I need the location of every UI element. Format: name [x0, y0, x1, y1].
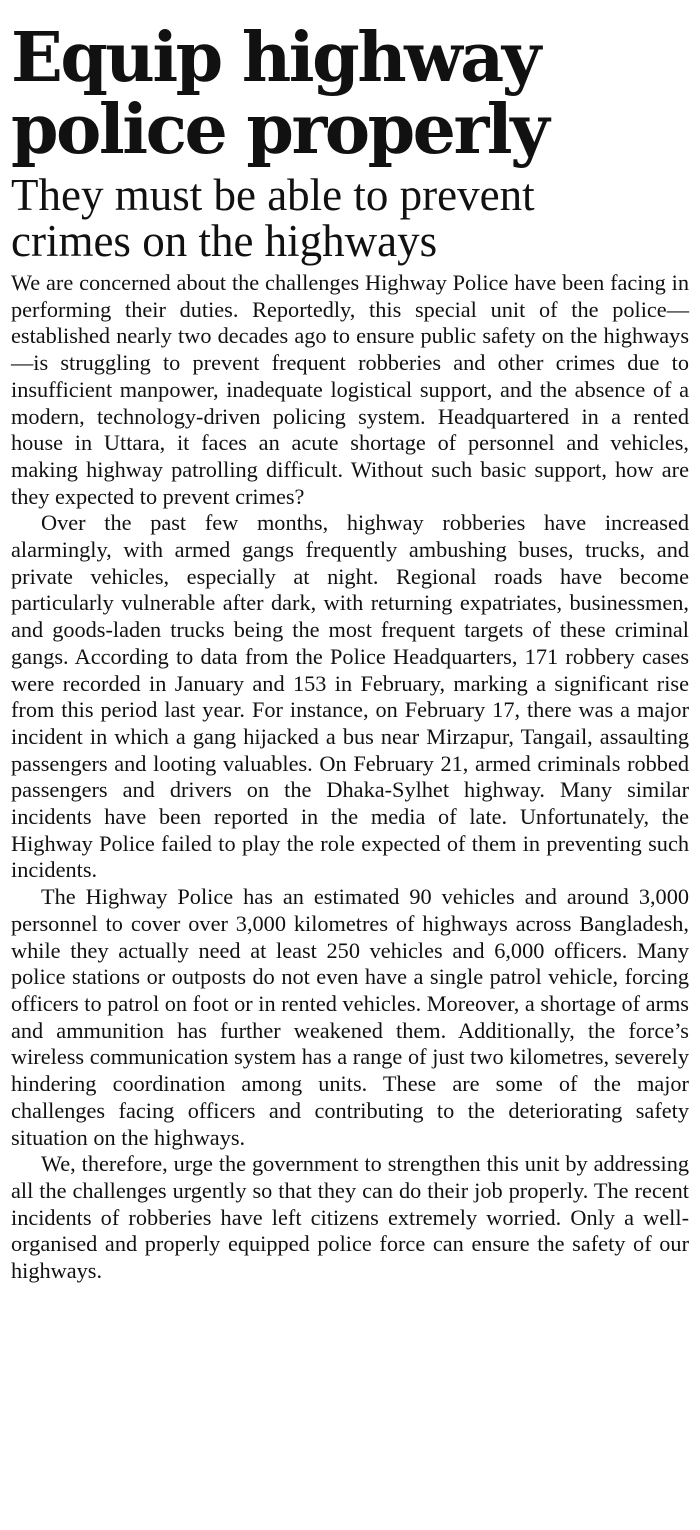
paragraph-2: Over the past few months, highway robberies have increased alarmingly, with armed gangs frequently ambushing buses, trucks, and private vehicles, especially at night. Regional roads have become particularly vulnerable after dark, with returning expatriates, businessmen, and goods-laden trucks being the most frequent targets of these criminal gangs. According to data from the Police Headquarters, 171 robbery cases were recorded in January and 153 in February, marking a significant rise from this period last year. For instance, on February 17, there was a major incident in which a gang hijacked a bus near Mirzapur, Tangail, assaulting passengers and looting valuables. On February 21, armed criminals robbed passengers and drivers on the Dhaka-Sylhet highway. Many similar incidents have been reported in the media of late. Unfortunately, the Highway Police failed to play the role expected of them in preventing such incidents. [11, 510, 689, 883]
headline [11, 18, 689, 170]
headline-line-2: police properly [11, 90, 548, 170]
editorial-article [11, 18, 689, 1285]
subheadline-line-2: crimes on the highways [11, 216, 438, 266]
headline-line-1: Equip highway [11, 18, 539, 98]
paragraph-1: We are concerned about the challenges Highway Police have been facing in performing their duties. Reportedly, this special unit of the police—established nearly two decades ago to ensure public safety on the highways—is struggling to prevent frequent robberies and other crimes due to insufficient manpower, inadequate logistical support, and the absence of a modern, technology-driven policing system. Headquartered in a rented house in Uttara, it faces an acute shortage of personnel and vehicles, making highway patrolling difficult. Without such basic support, how are they expected to prevent crimes? [11, 270, 689, 509]
subheadline [11, 172, 689, 264]
subheadline-line-1: They must be able to prevent [11, 170, 535, 220]
paragraph-3: The Highway Police has an estimated 90 vehicles and around 3,000 personnel to cover over 3,000 kilometres of highways across Bangladesh, while they actually need at least 250 vehicles and 6,000 officers. Many police stations or outposts do not even have a single patrol vehicle, forcing officers to patrol on foot or in rented vehicles. Moreover, a shortage of arms and ammunition has further weakened them. Additionally, the force’s wireless communication system has a range of just two kilometres, severely hindering coordination among units. These are some of the major challenges facing officers and contributing to the deteriorating safety situation on the highways. [11, 884, 689, 1150]
paragraph-4: We, therefore, urge the government to strengthen this unit by addressing all the challenges urgently so that they can do their job properly. The recent incidents of robberies have left citizens extremely worried. Only a well-organised and properly equipped police force can ensure the safety of our highways. [11, 1151, 689, 1284]
article-body [11, 270, 689, 1285]
